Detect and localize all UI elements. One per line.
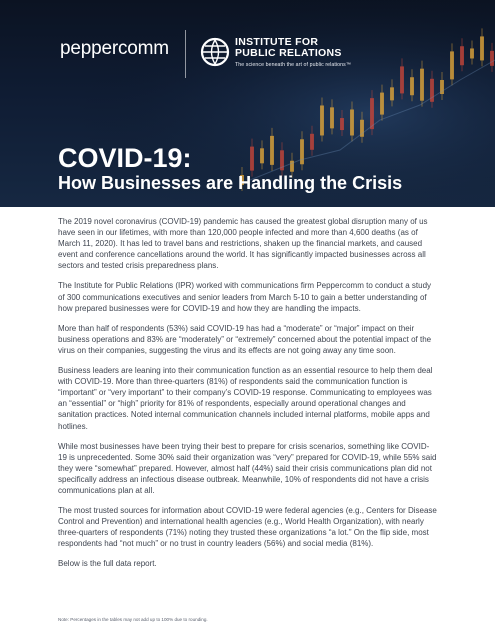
paragraph-intro: The 2019 novel coronavirus (COVID-19) pandemic has caused the greatest global disruption many of us have seen in our lifetimes, with more than 120,000 people infected and more than 4,600 deaths (as of March 11, 2020). It has led to travel bans and restrictions, shaken up the financial markets, and caused event and conference cancellations around the world. It has significantly impacted businesses across all sectors and tested crisis preparedness plans. bbox=[58, 217, 428, 271]
decorative-candle bbox=[470, 48, 474, 58]
ipr-tagline: The science beneath the art of public relations™ bbox=[235, 62, 352, 68]
decorative-candle bbox=[420, 69, 424, 101]
page-subtitle: How Businesses are Handling the Crisis bbox=[58, 173, 403, 193]
ipr-logo-name bbox=[235, 37, 342, 59]
paragraph-communication: Business leaders are leaning into their communication function as an essential resource to help them deal with COVID-19. More than three-quarters (81%) of respondents said the communication function is “important” or “very important” to their company’s COVID-19 response. Communicating to employees was an “essential” or “high” priority for 81% of respondents, especially around operational changes and sanitation practices. Noted internal communication channels included internal platforms, mobile apps and hotlines. bbox=[58, 366, 433, 431]
peppercomm-logo: peppercomm bbox=[60, 38, 169, 59]
paragraph-preparedness: While most businesses have been trying their best to prepare for crisis scenarios, something like COVID-19 is unprecedented. Some 30% said their organization was “very” prepared for COVID-19, while 55% said they were “somewhat” prepared. However, almost half (44%) said their crisis communications plan did not specifically address an infectious disease outbreak. Meanwhile, 10% of respondents did not have a crisis communications plan at all. bbox=[58, 441, 437, 495]
ipr-globe-icon bbox=[200, 37, 230, 67]
paragraph-study: The Institute for Public Relations (IPR) worked with communications firm Peppercomm to conduct a study of 300 communications executives and senior leaders from March 5-10 to gain a better understanding of how prepared businesses were for COVID-19 and how they are handling the impacts. bbox=[58, 281, 432, 313]
paragraph-impact: More than half of respondents (53%) said COVID-19 has had a “moderate” or “major” impact on their business operations and 83% are “moderately” or “extremely” concerned about the potential impact of the virus on their companies, suggesting the virus and its effects are not going away any time soon. bbox=[58, 323, 432, 355]
decorative-candle bbox=[260, 148, 264, 163]
decorative-candle bbox=[270, 136, 274, 165]
logo-divider bbox=[185, 30, 186, 78]
decorative-candle bbox=[380, 93, 384, 115]
decorative-candle bbox=[310, 134, 314, 150]
page-title: COVID-19: bbox=[58, 143, 192, 173]
decorative-candle bbox=[400, 66, 404, 93]
decorative-candle bbox=[340, 118, 344, 130]
footnote: Note: Percentages in the tables may not add up to 100% due to rounding. bbox=[58, 617, 208, 622]
hero-banner bbox=[0, 0, 495, 207]
article-body bbox=[58, 216, 438, 579]
ipr-name-line2: PUBLIC RELATIONS bbox=[235, 47, 342, 59]
decorative-candle bbox=[450, 51, 454, 79]
decorative-candle bbox=[320, 105, 324, 135]
decorative-candle bbox=[390, 87, 394, 100]
decorative-candle bbox=[490, 51, 494, 66]
decorative-candle bbox=[460, 46, 464, 65]
decorative-candle bbox=[350, 109, 354, 135]
paragraph-closing: Below is the full data report. bbox=[58, 559, 157, 569]
decorative-candle bbox=[300, 139, 304, 164]
decorative-candle bbox=[330, 107, 334, 128]
decorative-candle bbox=[410, 77, 414, 95]
decorative-candle bbox=[250, 147, 254, 171]
ipr-name-line1: INSTITUTE FOR bbox=[235, 36, 319, 48]
decorative-candle bbox=[480, 36, 484, 60]
paragraph-trust: The most trusted sources for information about COVID-19 were federal agencies (e.g., Centers for Disease Control and Prevention) and international health agencies (e.g., World Health Organization), with nearly three-quarters of respondents (71%) noting they trusted these organizations “a lot.” On the flip side, most respondents had “not much” or no trust in country leaders (56%) and social media (81%). bbox=[58, 506, 437, 549]
